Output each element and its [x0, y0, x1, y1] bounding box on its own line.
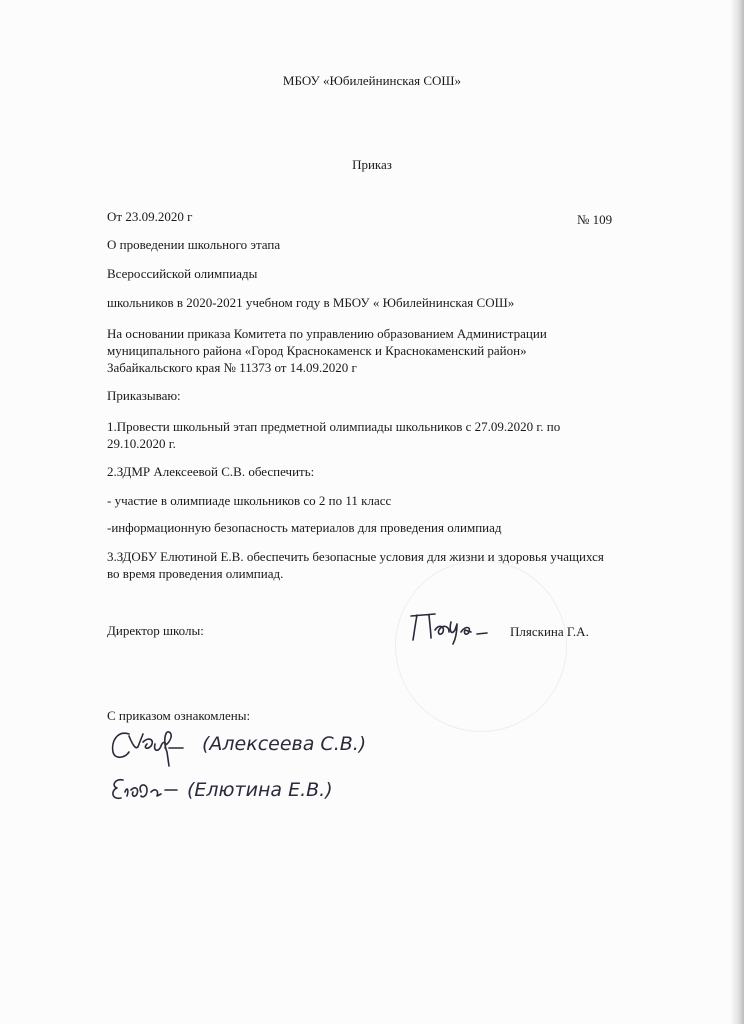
director-name: Пляскина Г.А. — [510, 624, 589, 639]
item-1-line-1: 1.Провести школьный этап предметной олимпиады школьников с 27.09.2020 г. по — [107, 419, 561, 434]
handwritten-elyutina-icon — [185, 768, 375, 812]
subject-line-1: О проведении школьного этапа — [107, 237, 281, 252]
scan-shadow — [730, 0, 744, 1024]
signature-alekseeva-icon — [107, 722, 207, 772]
handwritten-elyutina-text: (Елютина Е.В.) — [187, 779, 333, 801]
item-2-a: - участие в олимпиаде школьников со 2 по 11 класс — [107, 493, 392, 508]
director-label: Директор школы: — [107, 623, 204, 638]
item-3-line-1: 3.ЗДОБУ Елютиной Е.В. обеспечить безопасные условия для жизни и здоровья учащихся — [107, 549, 604, 564]
org-name: МБОУ «Юбилейнинская СОШ» — [282, 73, 462, 88]
basis-line-1: На основании приказа Комитета по управлению образованием Администрации — [107, 326, 547, 341]
item-2-b: -информационную безопасность материалов для проведения олимпиад — [107, 520, 502, 535]
basis-line-3: Забайкальского края № 11373 от 14.09.2020 г — [107, 360, 357, 375]
order-word: Приказываю: — [107, 388, 181, 403]
signature-elyutina-icon — [107, 770, 197, 810]
basis-line-2: муниципального района «Город Краснокаменск и Краснокаменский район» — [107, 343, 527, 358]
subject-line-3: школьников в 2020-2021 учебном году в МБОУ « Юбилейнинская СОШ» — [107, 295, 515, 310]
item-1-line-2: 29.10.2020 г. — [107, 436, 176, 451]
acknowledge-label: С приказом ознакомлены: — [107, 708, 251, 723]
order-number: № 109 — [577, 212, 613, 227]
order-date: От 23.09.2020 г — [107, 209, 193, 224]
director-signature-icon — [405, 608, 505, 648]
item-2: 2.ЗДМР Алексеевой С.В. обеспечить: — [107, 464, 315, 479]
item-3-line-2: во время проведения олимпиад. — [107, 566, 284, 581]
handwritten-alekseeva-icon — [200, 724, 380, 768]
handwritten-alekseeva-text: (Алексеева С.В.) — [202, 733, 367, 755]
subject-line-2: Всероссийской олимпиады — [107, 266, 258, 281]
doc-title: Приказ — [352, 157, 392, 172]
